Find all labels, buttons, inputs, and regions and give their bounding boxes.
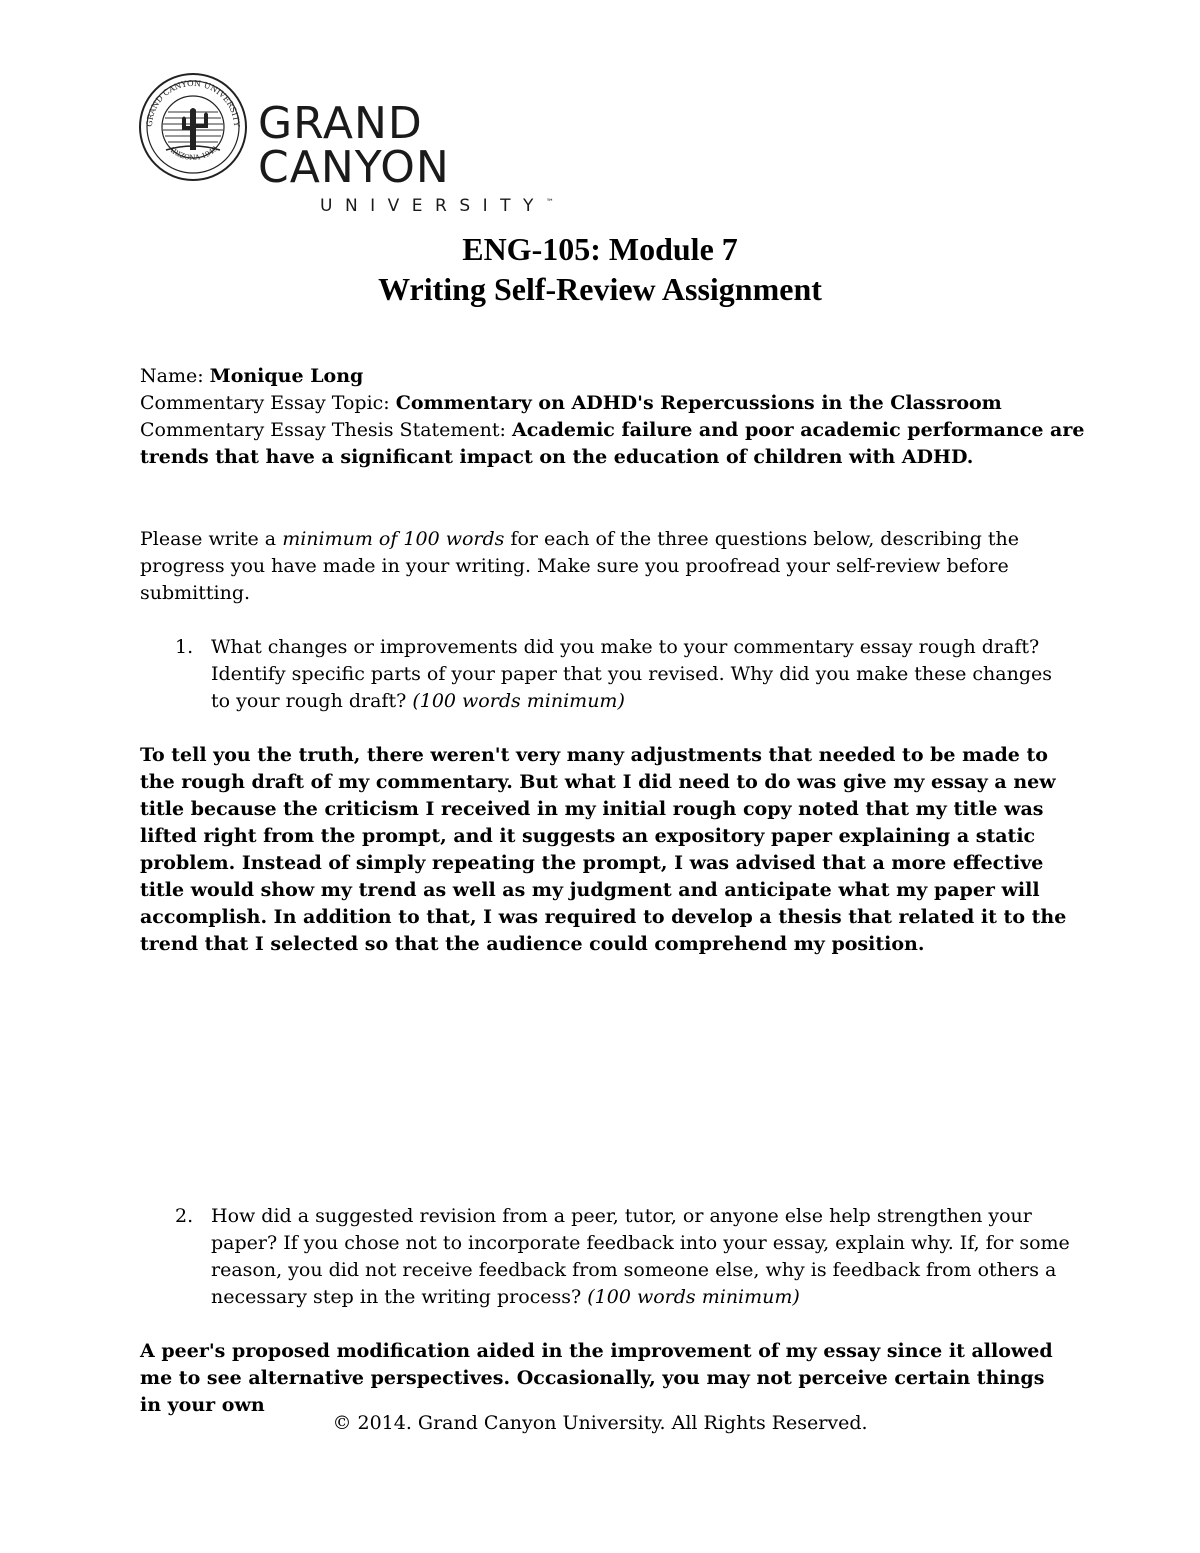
question-2-prompt: How did a suggested revision from a peer, tutor, or anyone else help strengthen your paper? If you chose not to incorporate feedback into your essay, explain why. If, for some reason, you did not receive feedback from someone else, why is feedback from others a necessary step in the writing process? [211,1205,1070,1308]
thesis-value-line2: trends that have a significant impact on the education of children with ADHD. [140,446,974,468]
question-2-note: (100 words minimum) [587,1286,800,1308]
wordmark-line2-text: UNIVERSITY [320,196,546,216]
instructions-part1: Please write a [140,528,283,550]
trademark-symbol: ™ [545,197,554,207]
answer-1: To tell you the truth, there weren't very many adjustments that needed to be made to the rough draft of my commentary. But what I did need to do was give my essay a new title because the criticism I received in my initial rough copy noted that my title was lifted right from the prompt, and it suggests an expository paper explaining a static problem. Instead of simply repeating the prompt, I was advised that a more effective title would show my trend as well as my judgment and anticipate what my paper will accomplish. In addition to that, I was required to develop a thesis that related it to the trend that I selected so that the audience could comprehend my position. [140,744,1067,955]
answer-2: A peer's proposed modification aided in the improvement of my essay since it allowed me to see alternative perspectives. Occasionally, you may not perceive certain things in your own [140,1340,1053,1416]
document-subtitle: Writing Self-Review Assignment [378,271,822,307]
question-1 [175,634,1075,715]
university-seal-icon [138,72,248,182]
name-line [140,363,363,390]
instructions-emphasis: minimum of 100 words [282,528,505,550]
university-wordmark [258,98,628,216]
wordmark-line2 [258,196,628,216]
instructions-paragraph [140,526,1070,607]
instructions-part2: for each of the three questions below, describing the progress you have made in your writing. Make sure you proofread your self-review before submitting. [140,528,1020,604]
thesis-value-line1: Academic failure and poor academic performance are [511,419,1085,441]
seal-text-bottom: ARIZONA 1949 [166,144,220,162]
topic-value: Commentary on ADHD's Repercussions in the Classroom [395,392,1002,414]
name-value: Monique Long [209,365,364,387]
thesis-label: Commentary Essay Thesis Statement: [140,419,512,441]
question-2 [175,1203,1075,1311]
question-1-prompt: What changes or improvements did you make to your commentary essay rough draft? Identify specific parts of your paper that you revised. Why did you make these changes to your rough draft? [211,636,1052,712]
wordmark-line1: GRAND CANYON [258,98,450,193]
copyright-footer: © 2014. Grand Canyon University. All Rights Reserved. [332,1412,868,1434]
topic-line [140,390,1002,417]
seal-text-top: GRAND CANYON UNIVERSITY [144,78,242,128]
question-2-text [211,1203,1075,1311]
question-1-number: 1. [175,636,194,658]
university-logo [138,72,628,216]
question-2-number: 2. [175,1205,194,1227]
question-1-text [211,634,1075,715]
question-1-note: (100 words minimum) [412,690,625,712]
name-label: Name: [140,365,210,387]
thesis-line [140,417,1084,444]
topic-label: Commentary Essay Topic: [140,392,396,414]
document-title: ENG-105: Module 7 [462,231,738,267]
